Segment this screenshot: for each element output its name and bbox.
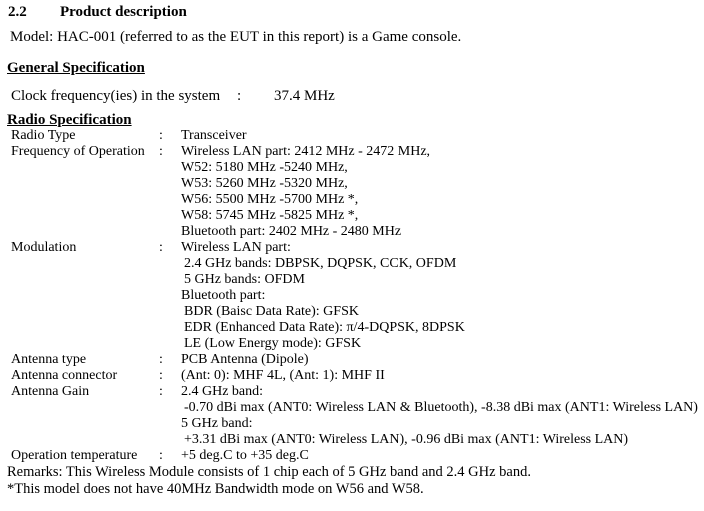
clock-value: 37.4 MHz: [274, 88, 335, 104]
antenna-gain-5-value: +3.31 dBi max (ANT0: Wireless LAN), -0.96 dBi max (ANT1: Wireless LAN): [184, 432, 629, 447]
radio-spec-heading: Radio Specification: [7, 112, 132, 128]
footnote: *This model does not have 40MHz Bandwidth mode on W56 and W58.: [7, 481, 424, 497]
modulation-wlan-24: 2.4 GHz bands: DBPSK, DQPSK, CCK, OFDM: [184, 256, 457, 271]
antenna-connector-value: (Ant: 0): MHF 4L, (Ant: 1): MHF II: [181, 368, 385, 383]
antenna-gain-band-5: 5 GHz band:: [181, 416, 253, 431]
antenna-type-label: Antenna type: [11, 352, 87, 367]
clock-label: Clock frequency(ies) in the system: [11, 88, 221, 104]
operation-temperature-value: +5 deg.C to +35 deg.C: [181, 448, 309, 463]
antenna-connector-colon: :: [159, 368, 163, 383]
radio-type-colon: :: [159, 128, 163, 143]
operation-temperature-label: Operation temperature: [11, 448, 138, 463]
modulation-wlan-5: 5 GHz bands: OFDM: [184, 272, 305, 287]
radio-type-value: Transceiver: [181, 128, 247, 143]
model-line: Model: HAC-001 (referred to as the EUT in this report) is a Game console.: [10, 29, 462, 45]
frequency-line: Bluetooth part: 2402 MHz - 2480 MHz: [181, 224, 402, 239]
antenna-gain-24-value: -0.70 dBi max (ANT0: Wireless LAN & Bluetooth), -8.38 dBi max (ANT1: Wireless LAN): [184, 400, 698, 415]
section-number: 2.2: [8, 4, 27, 20]
section-title: Product description: [60, 4, 187, 20]
frequency-line: W52: 5180 MHz -5240 MHz,: [181, 160, 348, 175]
antenna-type-value: PCB Antenna (Dipole): [181, 352, 309, 367]
modulation-le: LE (Low Energy mode): GFSK: [184, 336, 362, 351]
modulation-label: Modulation: [11, 240, 77, 255]
general-spec-heading: General Specification: [7, 60, 145, 76]
antenna-gain-colon: :: [159, 384, 163, 399]
clock-colon: :: [237, 88, 242, 104]
modulation-bt-header: Bluetooth part:: [181, 288, 266, 303]
frequency-line: Wireless LAN part: 2412 MHz - 2472 MHz,: [181, 144, 431, 159]
operation-temperature-colon: :: [159, 448, 163, 463]
antenna-type-colon: :: [159, 352, 163, 367]
antenna-connector-label: Antenna connector: [11, 368, 118, 383]
modulation-edr: EDR (Enhanced Data Rate): π/4-DQPSK, 8DPSK: [184, 320, 465, 335]
frequency-line: W58: 5745 MHz -5825 MHz *,: [181, 208, 359, 223]
modulation-wlan-header: Wireless LAN part:: [181, 240, 291, 255]
antenna-gain-band-24: 2.4 GHz band:: [181, 384, 264, 399]
modulation-colon: :: [159, 240, 163, 255]
radio-type-label: Radio Type: [11, 128, 76, 143]
frequency-line: W56: 5500 MHz -5700 MHz *,: [181, 192, 359, 207]
modulation-bdr: BDR (Baisc Data Rate): GFSK: [184, 304, 359, 319]
frequency-line: W53: 5260 MHz -5320 MHz,: [181, 176, 348, 191]
remarks: Remarks: This Wireless Module consists of 1 chip each of 5 GHz band and 2.4 GHz band.: [7, 464, 531, 480]
antenna-gain-label: Antenna Gain: [11, 384, 90, 399]
frequency-colon: :: [159, 144, 163, 159]
frequency-label: Frequency of Operation: [11, 144, 145, 159]
